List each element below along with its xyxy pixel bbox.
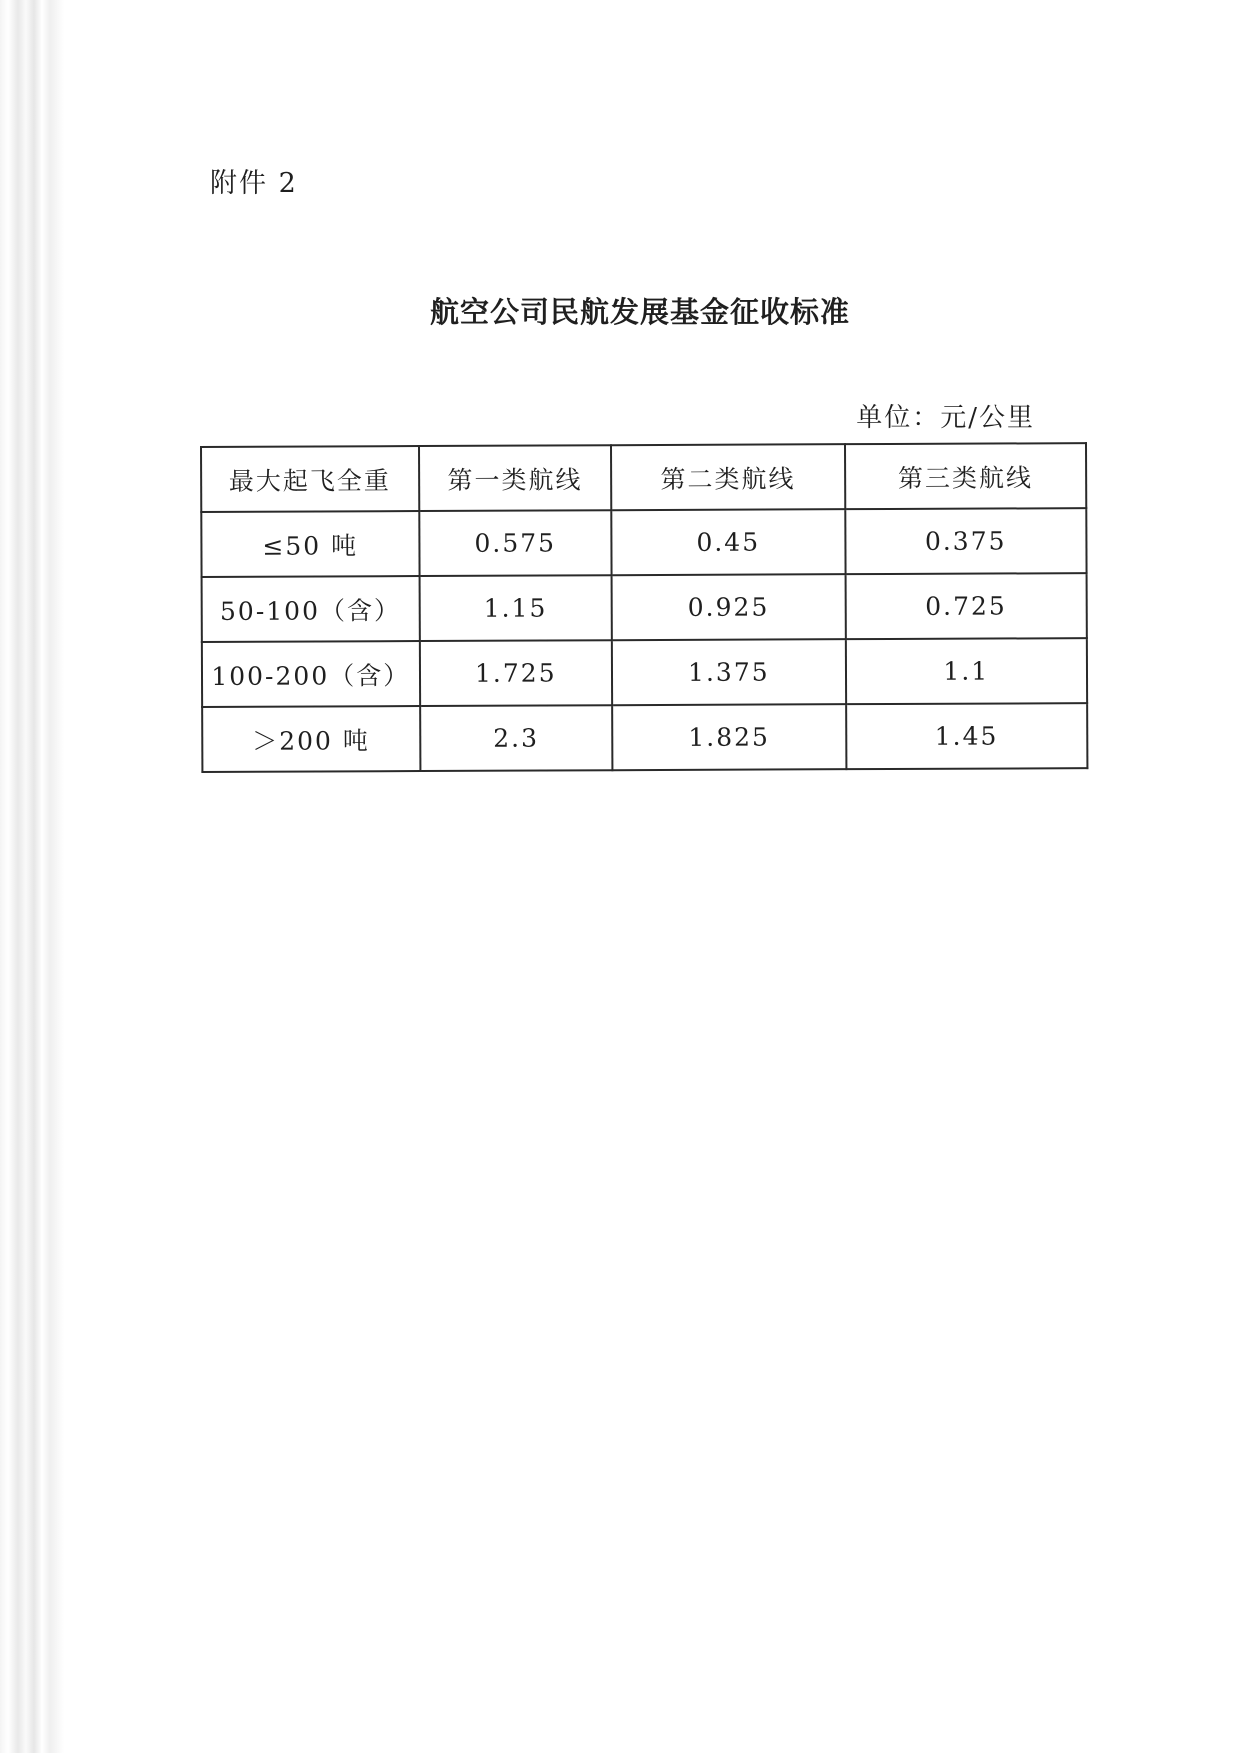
attachment-label: 附件 2 bbox=[210, 168, 298, 199]
rate-table bbox=[200, 442, 1088, 773]
weight-range-cell: ＞200 吨 bbox=[202, 706, 420, 772]
header-route-class-3: 第三类航线 bbox=[845, 443, 1087, 509]
rate-cell-class-2: 1.375 bbox=[612, 639, 846, 705]
header-max-takeoff-weight: 最大起飞全重 bbox=[201, 446, 419, 512]
table-row bbox=[202, 703, 1087, 772]
rate-cell-class-3: 1.45 bbox=[846, 703, 1088, 769]
table-row bbox=[202, 573, 1087, 642]
rate-cell-class-3: 0.725 bbox=[845, 573, 1087, 639]
rate-cell-class-2: 0.45 bbox=[611, 509, 845, 575]
rate-cell-class-3: 1.1 bbox=[845, 638, 1087, 704]
weight-range-cell: 100-200（含） bbox=[202, 641, 420, 707]
weight-range-cell: ≤50 吨 bbox=[201, 511, 419, 577]
rate-cell-class-3: 0.375 bbox=[845, 508, 1087, 574]
rate-cell-class-1: 0.575 bbox=[419, 510, 612, 576]
rate-cell-class-2: 1.825 bbox=[612, 704, 846, 770]
table-row bbox=[201, 508, 1086, 577]
header-route-class-2: 第二类航线 bbox=[611, 444, 845, 510]
unit-note: 单位：元/公里 bbox=[856, 403, 1035, 433]
header-route-class-1: 第一类航线 bbox=[419, 445, 612, 511]
document-title: 航空公司民航发展基金征收标准 bbox=[429, 295, 850, 329]
rate-cell-class-1: 1.15 bbox=[419, 575, 612, 641]
rate-cell-class-1: 2.3 bbox=[420, 705, 613, 771]
weight-range-cell: 50-100（含） bbox=[202, 576, 420, 642]
table-row bbox=[202, 638, 1087, 707]
table-header-row bbox=[201, 443, 1086, 512]
rate-cell-class-1: 1.725 bbox=[419, 640, 612, 706]
scan-binding-edge bbox=[0, 0, 64, 1753]
rate-cell-class-2: 0.925 bbox=[612, 574, 846, 640]
